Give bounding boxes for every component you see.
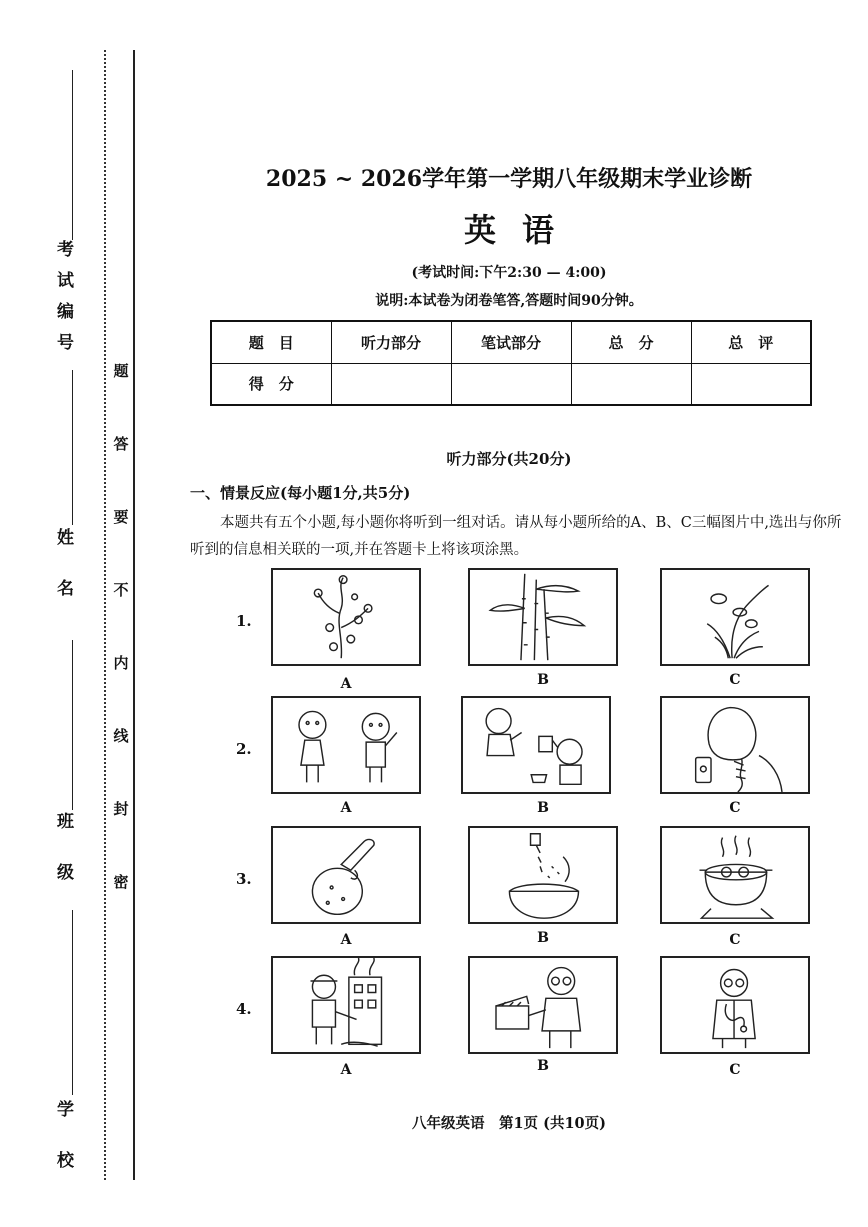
school-line (72, 910, 73, 1095)
option-letter: C (729, 800, 741, 816)
seal-char: 内 (113, 654, 129, 672)
option-letter: C (729, 932, 741, 948)
score-table-score-row (211, 363, 811, 405)
class-label: 班 级 (53, 812, 73, 894)
score-table-header-row (211, 321, 811, 363)
q4-option-a-firefighter-image[interactable] (271, 956, 421, 1054)
seal-char: 密 (113, 873, 129, 891)
score-row-label: 得 分 (211, 363, 331, 405)
seal-notice (111, 360, 131, 892)
q1-option-c-orchid-image[interactable] (660, 568, 810, 666)
school-label: 学 校 (53, 1100, 73, 1182)
option-letter: B (537, 672, 549, 688)
option-letter: B (537, 1058, 549, 1074)
option-letter: A (340, 1062, 352, 1078)
q3-option-c-cooking-pot-image[interactable] (660, 826, 810, 924)
q2-option-b-kids-on-phone-image[interactable] (461, 696, 611, 794)
score-cell-evaluation[interactable] (691, 363, 811, 405)
seal-dotted-line (104, 50, 106, 1180)
part-one-instructions: 本题共有五个小题,每小题你将听到一组对话。请从每小题所给的A、B、C三幅图片中,选出与你所听到的信息相关联的一项,并在答题卡上将该项涂黑。 (190, 515, 842, 558)
option-letter: A (340, 932, 352, 948)
option-letter: A (340, 676, 352, 692)
seal-char: 答 (113, 435, 129, 453)
option-letter: B (537, 800, 549, 816)
exam-note: 说明:本试卷为闭卷笔答,答题时间90分钟。 (375, 293, 643, 309)
binding-line (133, 50, 135, 1180)
option-letter: C (729, 1062, 741, 1078)
table-header-cell: 笔试部分 (451, 321, 571, 363)
listening-section-title: 听力部分(共20分) (446, 450, 572, 468)
option-letter: A (340, 800, 352, 816)
exam-number-label: 考试编号 (53, 240, 73, 364)
q4-option-b-film-director-image[interactable] (468, 956, 618, 1054)
q1-option-b-bamboo-image[interactable] (468, 568, 618, 666)
part-one-title: 一、情景反应(每小题1分,共5分) (190, 484, 411, 502)
seal-char: 线 (113, 727, 129, 745)
question-number: 4. (236, 1000, 252, 1018)
seal-char: 不 (113, 581, 129, 599)
question-number: 2. (236, 740, 252, 758)
page-footer: 八年级英语 第1页 (共10页) (411, 1115, 607, 1132)
q4-option-c-doctor-image[interactable] (660, 956, 810, 1054)
table-header-cell: 总 分 (571, 321, 691, 363)
option-letter: C (729, 672, 741, 688)
table-header-cell: 听力部分 (331, 321, 451, 363)
q1-option-a-plum-blossom-image[interactable] (271, 568, 421, 666)
table-header-cell: 总 评 (691, 321, 811, 363)
exam-title: 2025 ~ 2026学年第一学期八年级期末学业诊断 (265, 166, 753, 192)
question-number: 1. (236, 612, 252, 630)
exam-number-line (72, 70, 73, 240)
seal-char: 要 (113, 508, 129, 526)
seal-char: 题 (113, 362, 129, 380)
q3-option-a-peeling-potato-image[interactable] (271, 826, 421, 924)
score-cell-written[interactable] (451, 363, 571, 405)
q3-option-b-adding-salt-image[interactable] (468, 826, 618, 924)
class-line (72, 640, 73, 810)
subject-title: 英语 (463, 211, 580, 249)
option-letter: B (537, 930, 549, 946)
exam-time: (考试时间:下午2:30 — 4:00) (411, 265, 607, 281)
table-header-cell: 题 目 (211, 321, 331, 363)
score-table (210, 320, 812, 406)
q2-option-a-kids-talking-image[interactable] (271, 696, 421, 794)
name-label: 姓 名 (53, 528, 73, 610)
name-line (72, 370, 73, 525)
seal-char: 封 (113, 800, 129, 818)
q2-option-c-girl-with-phone-image[interactable] (660, 696, 810, 794)
score-cell-listening[interactable] (331, 363, 451, 405)
score-cell-total[interactable] (571, 363, 691, 405)
question-number: 3. (236, 870, 252, 888)
